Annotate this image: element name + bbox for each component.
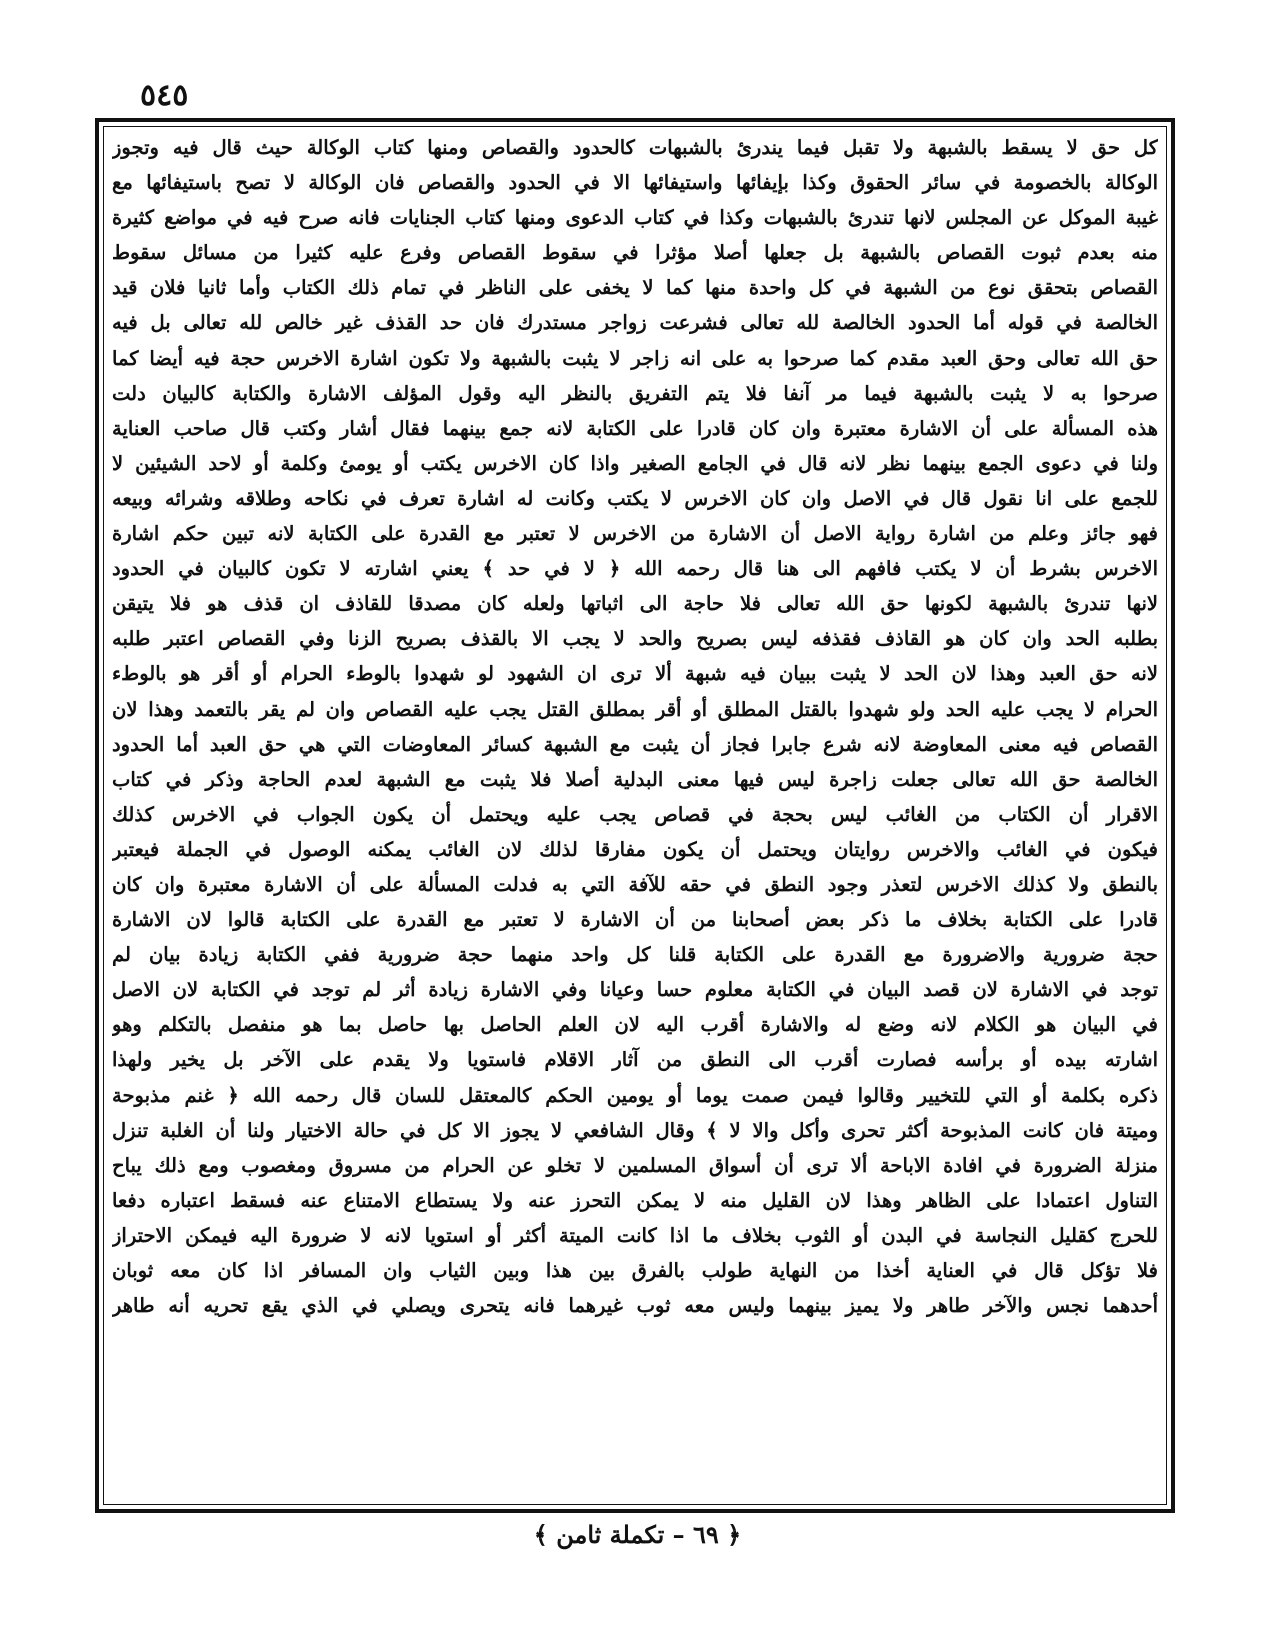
main-text-block [112, 130, 1158, 1500]
text-line: هذه المسألة على أن الاشارة معتبرة وان كان قادرا على الكتابة لانه جمع بينهما فقال أشار وكتب قال صاحب العناية [112, 416, 1158, 440]
text-line: توجد في الاشارة لان قصد البيان في الكتابة معلوم حسا وعيانا وفي الاشارة زيادة أثر لم توجد في الكتابة لان الاصل [112, 978, 1158, 1002]
text-line: للحرج كقليل النجاسة في البدن أو الثوب بخلاف ما اذا كانت الميتة أكثر أو استويا لانه لا ضرورة اليه فيمكن الاحتراز [112, 1223, 1158, 1247]
text-line: فلا تؤكل قال في العناية أخذا من النهاية طولب بالفرق بين هذا وبين الثياب وان المسافر اذا كان معه ثوبان [112, 1259, 1158, 1282]
text-line: الاخرس بشرط أن لا يكتب فافهم الى هنا قال رحمه الله ﴿ لا في حد ﴾ يعني اشارته لا تكون كالبيان في الحدود [112, 557, 1158, 581]
text-line: لانه حق العبد وهذا لان الحد لا يثبت ببيان فيه شبهة ألا ترى ان الشهود لو شهدوا بالوطء الحرام أو أقر هو بالوطء [112, 662, 1158, 686]
text-line: ذكره بكلمة أو التي للتخيير وقالوا فيمن صمت يوما أو يومين الحكم كالمعتقل للسان قال رحمه الله ﴿ غنم مذبوحة [112, 1083, 1158, 1107]
text-line: القصاص بتحقق نوع من الشبهة في كل واحدة منها كما لا يخفى على الناظر في تمام ذلك الكتاب وأما ثانيا فلان قيد [112, 276, 1158, 300]
text-line: في البيان هو الكلام لانه وضع له والاشارة أقرب اليه لان العلم الحاصل بها حاصل بما هو منفصل بالتكلم وهو [112, 1013, 1158, 1037]
text-line: اشارته بيده أو برأسه فصارت أقرب الى النطق من آثار الاقلام فاستويا ولا يقدم على الآخر بل يخير ولهذا [112, 1048, 1158, 1072]
footer-signature: ﴿ ٦٩ – تكملة ثامن ﴾ [533, 1520, 742, 1549]
text-line: فيكون في الغائب والاخرس روايتان ويحتمل أن يكون مفارقا لذلك لان الغائب يمكنه الوصول في الجملة فيعتبر [112, 837, 1158, 861]
text-line: وميتة فان كانت المذبوحة أكثر تحرى وأكل والا لا ﴾ وقال الشافعي لا يجوز الا كل في حالة الاختيار ولنا أن الغلبة تنزل [112, 1118, 1158, 1142]
text-line: أحدهما نجس والآخر طاهر ولا يميز بينهما وليس معه ثوب غيرهما فانه يتحرى ويصلي في الذي يقع تحريه أنه طاهر [112, 1294, 1158, 1318]
text-line: الخالصة حق الله تعالى جعلت زاجرة ليس فيها معنى البدلية أصلا فلا يثبت مع الشبهة لعدم الحاجة وذكر في كتاب [112, 767, 1158, 791]
text-line: بطلبه الحد وان كان هو القاذف فقذفه ليس بصريح والحد لا يجب الا بالقذف بصريح الزنا وفي القصاص اعتبر طلبه [112, 627, 1158, 651]
text-line: ولنا في دعوى الجمع بينهما نظر لانه قال في الجامع الصغير واذا كان الاخرس يكتب أو يومئ وكلمة أو لاحد الشيئين لا [112, 451, 1158, 475]
text-line: حجة ضرورية والاضرورة مع القدرة على الكتابة قلنا كل واحد منهما حجة ضرورية ففي الكتابة زيادة بيان لم [112, 943, 1158, 967]
text-line: القصاص فيه معنى المعاوضة لانه شرع جابرا فجاز أن يثبت مع الشبهة كسائر المعاوضات التي هي حق العبد أما الحدود [112, 732, 1158, 756]
text-line: للجمع على انا نقول قال في الاصل وان كان الاخرس لا يكتب وكانت له اشارة تعرف في نكاحه وطلاقه وشرائه وبيعه [112, 486, 1158, 510]
text-line: غيبة الموكل عن المجلس لانها تندرئ بالشبهات وكذا في كتاب الدعوى ومنها كتاب الجنايات فانه صرح فيه في مواضع كثيرة [112, 206, 1158, 230]
text-line: كل حق لا يسقط بالشبهة ولا تقبل فيما يندرئ بالشبهات كالحدود والقصاص ومنها كتاب الوكالة حيث قال فيه وتجوز [112, 136, 1158, 159]
text-line: الحرام لا يجب عليه الحد ولو شهدوا بالقتل المطلق أو أقر بمطلق القتل يجب عليه القصاص وان لم يقر بالتعمد وهذا لان [112, 697, 1158, 721]
text-line: منه بعدم ثبوت القصاص بالشبهة بل جعلها أصلا مؤثرا في سقوط القصاص وفرع عليه كثيرا من مسائل سقوط [112, 241, 1158, 265]
text-line: صرحوا به لا يثبت بالشبهة فيما مر آنفا فلا يتم التفريق بالنظر اليه وقول المؤلف الاشارة والكتابة كالبيان دلت [112, 381, 1158, 405]
text-line: بالنطق ولا كذلك الاخرس لتعذر وجود النطق في حقه للآفة التي به فدلت المسألة على أن الاشارة معتبرة وان كان [112, 872, 1158, 896]
text-line: فهو جائز وعلم من اشارة رواية الاصل أن الاشارة من الاخرس لا تعتبر مع القدرة على الكتابة لانه تبين حكم اشارة [112, 522, 1158, 546]
page-number: ٥٤٥ [140, 78, 189, 113]
text-line: منزلة الضرورة في افادة الاباحة ألا ترى أن أسواق المسلمين لا تخلو عن الحرام من مسروق ومغصوب ومع ذلك يباح [112, 1153, 1158, 1177]
text-line: التناول اعتمادا على الظاهر وهذا لان القليل منه لا يمكن التحرز عنه ولا يستطاع الامتناع عنه فسقط اعتباره دفعا [112, 1188, 1158, 1212]
text-line: الوكالة بالخصومة في سائر الحقوق وكذا بإيفائها واستيفائها الا في الحدود والقصاص فان الوكالة لا تصح باستيفائها مع [112, 171, 1158, 195]
text-line: قادرا على الكتابة بخلاف ما ذكر بعض أصحابنا من أن الاشارة لا تعتبر مع القدرة على الكتابة قالوا لان الاشارة [112, 908, 1158, 932]
text-line: الخالصة في قوله أما الحدود الخالصة لله تعالى فشرعت زواجر مستدرك فان حد القذف غير خالص لله تعالى بل فيه [112, 311, 1158, 335]
text-line: الاقرار أن الكتاب من الغائب ليس بحجة في قصاص يجب عليه ويحتمل أن يكون الجواب في الاخرس كذلك [112, 802, 1158, 826]
text-line: حق الله تعالى وحق العبد مقدم كما صرحوا به على انه زاجر لا يثبت بالشبهة ولا تكون اشارة الاخرس حجة فيه أيضا كما [112, 346, 1158, 370]
text-line: لانها تندرئ بالشبهة لكونها حق الله تعالى فلا حاجة الى اثباتها ولعله كان مصدقا للقاذف ان قذف هو فلا يتيقن [112, 592, 1158, 616]
